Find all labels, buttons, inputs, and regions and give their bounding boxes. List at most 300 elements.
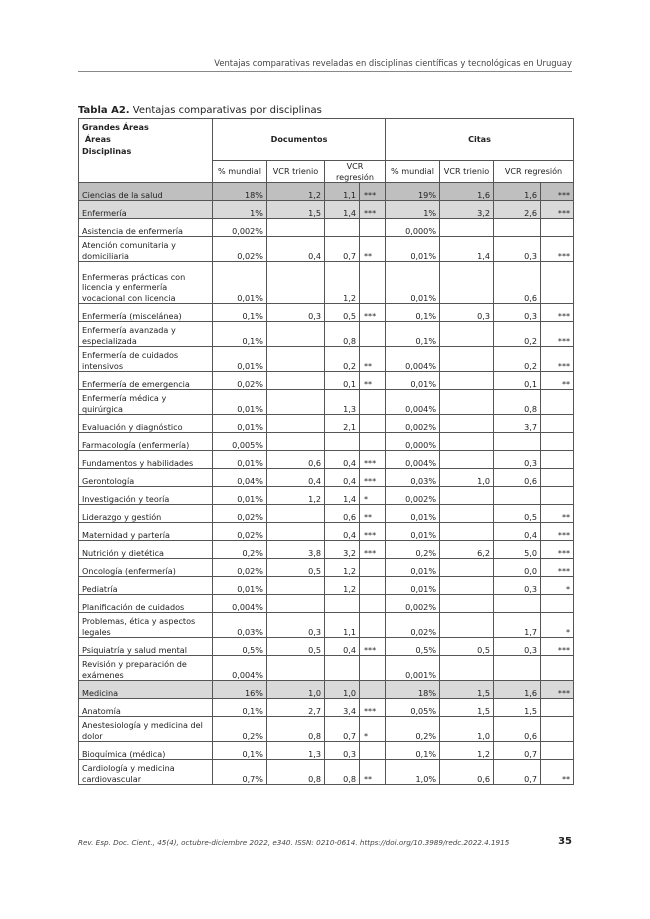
row-label: Enfermeras prácticas con licencia y enfermería vocacional con licencia	[79, 262, 213, 304]
doc-pct: 0,2%	[213, 717, 267, 742]
cit-significance	[541, 433, 574, 451]
row-label: Farmacología (enfermería)	[79, 433, 213, 451]
doc-regresion: 0,5	[325, 304, 360, 322]
cit-trienio: 1,2	[440, 742, 494, 760]
doc-regresion: 0,2	[325, 347, 360, 372]
running-header: Ventajas comparativas reveladas en disciplinas científicas y tecnológicas en Uruguay	[214, 58, 572, 68]
row-label: Oncología (enfermería)	[79, 559, 213, 577]
subheader-doc-regresion: VCR regresión	[325, 161, 386, 183]
cit-regresion: 0,3	[494, 577, 541, 595]
table-row	[79, 505, 574, 523]
doc-pct: 0,02%	[213, 523, 267, 541]
doc-significance	[360, 390, 386, 415]
table-row	[79, 760, 574, 785]
cit-pct: 0,001%	[386, 656, 440, 681]
area-row	[79, 201, 574, 219]
row-label: Pediatría	[79, 577, 213, 595]
doc-trienio	[267, 322, 325, 347]
cit-pct: 0,01%	[386, 523, 440, 541]
cit-trienio: 1,5	[440, 681, 494, 699]
cit-regresion	[494, 487, 541, 505]
row-label: Anestesiología y medicina del dolor	[79, 717, 213, 742]
row-label: Enfermería	[79, 201, 213, 219]
doc-pct: 0,02%	[213, 505, 267, 523]
doc-significance: ***	[360, 523, 386, 541]
cit-pct: 0,03%	[386, 469, 440, 487]
doc-regresion: 1,4	[325, 487, 360, 505]
area-row	[79, 681, 574, 699]
doc-pct: 0,002%	[213, 219, 267, 237]
table-row	[79, 541, 574, 559]
row-label: Enfermería de cuidados intensivos	[79, 347, 213, 372]
cit-significance	[541, 415, 574, 433]
doc-significance: ***	[360, 451, 386, 469]
doc-regresion	[325, 656, 360, 681]
doc-significance: ***	[360, 699, 386, 717]
cit-trienio: 1,6	[440, 183, 494, 201]
cit-regresion: 0,3	[494, 304, 541, 322]
header-grandes-areas: Grandes Áreas	[82, 122, 149, 132]
cit-pct: 0,01%	[386, 505, 440, 523]
cit-significance: *	[541, 613, 574, 638]
cit-regresion: 0,3	[494, 237, 541, 262]
cit-trienio	[440, 505, 494, 523]
cit-significance: ***	[541, 638, 574, 656]
cit-significance: ***	[541, 559, 574, 577]
doc-trienio	[267, 219, 325, 237]
cit-pct: 0,2%	[386, 541, 440, 559]
cit-pct: 0,01%	[386, 237, 440, 262]
doc-significance	[360, 681, 386, 699]
doc-regresion: 0,6	[325, 505, 360, 523]
doc-pct: 0,005%	[213, 433, 267, 451]
cit-regresion: 0,4	[494, 523, 541, 541]
doc-regresion: 1,1	[325, 613, 360, 638]
doc-trienio	[267, 347, 325, 372]
caption-label: Tabla A2.	[78, 105, 130, 116]
doc-pct: 0,1%	[213, 304, 267, 322]
doc-trienio: 1,0	[267, 681, 325, 699]
doc-pct: 0,7%	[213, 760, 267, 785]
header-citas: Citas	[386, 119, 574, 161]
cit-pct: 0,1%	[386, 304, 440, 322]
table-header-row	[79, 119, 574, 161]
table-row	[79, 523, 574, 541]
cit-pct: 0,1%	[386, 322, 440, 347]
doc-regresion: 3,2	[325, 541, 360, 559]
doc-significance: **	[360, 760, 386, 785]
row-label: Enfermería de emergencia	[79, 372, 213, 390]
row-label: Enfermería (miscelánea)	[79, 304, 213, 322]
cit-significance	[541, 699, 574, 717]
cit-pct: 0,01%	[386, 372, 440, 390]
doc-significance	[360, 433, 386, 451]
table-row	[79, 433, 574, 451]
subheader-doc-trienio: VCR trienio	[267, 161, 325, 183]
cit-significance: **	[541, 760, 574, 785]
doc-trienio: 0,4	[267, 237, 325, 262]
table-row	[79, 390, 574, 415]
doc-significance	[360, 613, 386, 638]
row-label: Ciencias de la salud	[79, 183, 213, 201]
table-row	[79, 613, 574, 638]
doc-pct: 0,01%	[213, 577, 267, 595]
cit-significance: ***	[541, 541, 574, 559]
table-caption	[78, 105, 322, 116]
doc-pct: 0,1%	[213, 699, 267, 717]
doc-significance: ***	[360, 469, 386, 487]
row-label: Bioquímica (médica)	[79, 742, 213, 760]
table-row	[79, 415, 574, 433]
cit-trienio	[440, 322, 494, 347]
doc-regresion	[325, 219, 360, 237]
cit-pct: 0,01%	[386, 559, 440, 577]
cit-significance: **	[541, 505, 574, 523]
cit-trienio	[440, 523, 494, 541]
doc-pct: 0,02%	[213, 559, 267, 577]
table-row	[79, 451, 574, 469]
doc-regresion: 1,0	[325, 681, 360, 699]
cit-trienio	[440, 262, 494, 304]
cit-pct: 0,000%	[386, 433, 440, 451]
doc-trienio: 3,8	[267, 541, 325, 559]
doc-regresion: 2,1	[325, 415, 360, 433]
cit-significance	[541, 219, 574, 237]
cit-pct: 0,004%	[386, 347, 440, 372]
cit-trienio	[440, 390, 494, 415]
cit-significance	[541, 595, 574, 613]
cit-trienio	[440, 372, 494, 390]
caption-text: Ventajas comparativas por disciplinas	[129, 105, 322, 116]
cit-trienio	[440, 595, 494, 613]
doc-trienio: 1,5	[267, 201, 325, 219]
row-label: Enfermería avanzada y especializada	[79, 322, 213, 347]
cit-trienio	[440, 415, 494, 433]
doc-significance	[360, 415, 386, 433]
doc-trienio: 0,6	[267, 451, 325, 469]
cit-significance: **	[541, 372, 574, 390]
doc-significance: **	[360, 347, 386, 372]
table-row	[79, 699, 574, 717]
cit-regresion	[494, 433, 541, 451]
header-disciplinas: Disciplinas	[82, 146, 132, 156]
doc-trienio	[267, 415, 325, 433]
cit-significance	[541, 717, 574, 742]
doc-regresion: 0,4	[325, 523, 360, 541]
cit-significance: ***	[541, 681, 574, 699]
doc-pct: 0,2%	[213, 541, 267, 559]
cit-regresion	[494, 595, 541, 613]
page-number: 35	[558, 836, 572, 847]
cit-significance	[541, 262, 574, 304]
doc-pct: 0,01%	[213, 415, 267, 433]
cit-regresion: 0,8	[494, 390, 541, 415]
table-body	[79, 183, 574, 785]
cit-significance: *	[541, 577, 574, 595]
doc-significance: ***	[360, 183, 386, 201]
cit-pct: 0,05%	[386, 699, 440, 717]
doc-trienio: 0,3	[267, 304, 325, 322]
row-label: Investigación y teoría	[79, 487, 213, 505]
cit-regresion: 0,6	[494, 717, 541, 742]
header-hierarchy	[79, 119, 213, 183]
cit-trienio: 0,6	[440, 760, 494, 785]
cit-pct: 0,02%	[386, 613, 440, 638]
doc-pct: 0,004%	[213, 656, 267, 681]
row-label: Planificación de cuidados	[79, 595, 213, 613]
doc-trienio: 0,4	[267, 469, 325, 487]
doc-significance: ***	[360, 304, 386, 322]
cit-trienio	[440, 451, 494, 469]
doc-trienio	[267, 595, 325, 613]
cit-trienio: 1,4	[440, 237, 494, 262]
table-row	[79, 656, 574, 681]
cit-regresion: 3,7	[494, 415, 541, 433]
cit-trienio	[440, 559, 494, 577]
cit-pct: 0,002%	[386, 415, 440, 433]
doc-significance: ***	[360, 541, 386, 559]
doc-pct: 0,01%	[213, 390, 267, 415]
row-label: Psiquiatría y salud mental	[79, 638, 213, 656]
subheader-cit-trienio: VCR trienio	[440, 161, 494, 183]
cit-significance	[541, 390, 574, 415]
cit-regresion: 0,7	[494, 760, 541, 785]
doc-trienio	[267, 505, 325, 523]
row-label: Liderazgo y gestión	[79, 505, 213, 523]
cit-regresion: 0,1	[494, 372, 541, 390]
doc-significance	[360, 322, 386, 347]
row-label: Asistencia de enfermería	[79, 219, 213, 237]
table-row	[79, 487, 574, 505]
doc-trienio	[267, 523, 325, 541]
doc-regresion: 0,7	[325, 237, 360, 262]
doc-pct: 18%	[213, 183, 267, 201]
cit-significance	[541, 469, 574, 487]
cit-trienio: 0,3	[440, 304, 494, 322]
cit-regresion: 0,2	[494, 347, 541, 372]
table-row	[79, 262, 574, 304]
cit-significance: ***	[541, 347, 574, 372]
row-label: Fundamentos y habilidades	[79, 451, 213, 469]
doc-significance: ***	[360, 201, 386, 219]
cit-pct: 0,5%	[386, 638, 440, 656]
doc-significance	[360, 577, 386, 595]
doc-trienio	[267, 433, 325, 451]
header-rule	[78, 71, 572, 72]
doc-significance: *	[360, 487, 386, 505]
cit-trienio: 1,0	[440, 717, 494, 742]
cit-significance: ***	[541, 201, 574, 219]
doc-pct: 0,04%	[213, 469, 267, 487]
doc-regresion: 0,8	[325, 322, 360, 347]
cit-pct: 1%	[386, 201, 440, 219]
cit-regresion: 5,0	[494, 541, 541, 559]
doc-pct: 16%	[213, 681, 267, 699]
cit-pct: 18%	[386, 681, 440, 699]
doc-significance	[360, 742, 386, 760]
cit-trienio: 3,2	[440, 201, 494, 219]
cit-regresion: 2,6	[494, 201, 541, 219]
grand-area-row	[79, 183, 574, 201]
doc-pct: 0,01%	[213, 451, 267, 469]
table-row	[79, 559, 574, 577]
cit-trienio	[440, 487, 494, 505]
doc-regresion	[325, 595, 360, 613]
row-label: Enfermería médica y quirúrgica	[79, 390, 213, 415]
doc-pct: 0,01%	[213, 262, 267, 304]
doc-significance	[360, 595, 386, 613]
subheader-doc-pct: % mundial	[213, 161, 267, 183]
cit-regresion: 1,7	[494, 613, 541, 638]
doc-pct: 1%	[213, 201, 267, 219]
table-row	[79, 219, 574, 237]
table-row	[79, 372, 574, 390]
table-row	[79, 322, 574, 347]
doc-significance: *	[360, 717, 386, 742]
doc-trienio: 0,5	[267, 638, 325, 656]
doc-significance: **	[360, 505, 386, 523]
cit-pct: 0,1%	[386, 742, 440, 760]
footer-citation: Rev. Esp. Doc. Cient., 45(4), octubre-diciembre 2022, e340. ISSN: 0210-0614. https://doi.org/10.3989/redc.2022.4.1915	[78, 838, 510, 847]
doc-trienio	[267, 262, 325, 304]
doc-trienio: 0,8	[267, 760, 325, 785]
cit-pct: 0,004%	[386, 451, 440, 469]
cit-pct: 0,01%	[386, 262, 440, 304]
doc-regresion: 1,3	[325, 390, 360, 415]
cit-regresion	[494, 656, 541, 681]
doc-trienio	[267, 577, 325, 595]
cit-pct: 0,002%	[386, 487, 440, 505]
row-label: Cardiología y medicina cardiovascular	[79, 760, 213, 785]
header-documentos: Documentos	[213, 119, 386, 161]
doc-significance	[360, 219, 386, 237]
doc-regresion: 0,1	[325, 372, 360, 390]
cit-significance: ***	[541, 523, 574, 541]
row-label: Revisión y preparación de exámenes	[79, 656, 213, 681]
cit-trienio	[440, 347, 494, 372]
doc-regresion: 0,4	[325, 638, 360, 656]
header-areas: Áreas	[82, 134, 111, 144]
doc-significance: **	[360, 372, 386, 390]
disciplines-table	[78, 118, 574, 785]
subheader-cit-pct: % mundial	[386, 161, 440, 183]
doc-regresion: 1,2	[325, 262, 360, 304]
doc-significance: ***	[360, 638, 386, 656]
doc-regresion: 0,3	[325, 742, 360, 760]
cit-trienio: 1,0	[440, 469, 494, 487]
cit-pct: 0,000%	[386, 219, 440, 237]
doc-significance: **	[360, 237, 386, 262]
doc-regresion: 3,4	[325, 699, 360, 717]
doc-regresion: 0,7	[325, 717, 360, 742]
cit-trienio	[440, 219, 494, 237]
doc-significance	[360, 656, 386, 681]
cit-significance: ***	[541, 322, 574, 347]
doc-trienio: 0,8	[267, 717, 325, 742]
cit-trienio: 0,5	[440, 638, 494, 656]
cit-trienio	[440, 433, 494, 451]
cit-significance	[541, 656, 574, 681]
doc-regresion: 1,4	[325, 201, 360, 219]
cit-significance: ***	[541, 237, 574, 262]
cit-pct: 0,01%	[386, 577, 440, 595]
cit-regresion: 1,6	[494, 183, 541, 201]
cit-trienio	[440, 656, 494, 681]
table-row	[79, 347, 574, 372]
cit-regresion: 1,6	[494, 681, 541, 699]
cit-regresion: 0,3	[494, 451, 541, 469]
cit-regresion: 0,6	[494, 469, 541, 487]
doc-pct: 0,5%	[213, 638, 267, 656]
doc-trienio	[267, 656, 325, 681]
doc-pct: 0,03%	[213, 613, 267, 638]
cit-pct: 1,0%	[386, 760, 440, 785]
doc-pct: 0,02%	[213, 237, 267, 262]
cit-regresion: 0,3	[494, 638, 541, 656]
row-label: Medicina	[79, 681, 213, 699]
cit-regresion: 1,5	[494, 699, 541, 717]
cit-regresion: 0,6	[494, 262, 541, 304]
table-row	[79, 304, 574, 322]
cit-regresion	[494, 219, 541, 237]
doc-pct: 0,004%	[213, 595, 267, 613]
table-row	[79, 469, 574, 487]
doc-regresion	[325, 433, 360, 451]
cit-trienio	[440, 577, 494, 595]
doc-pct: 0,1%	[213, 742, 267, 760]
table-row	[79, 717, 574, 742]
cit-significance	[541, 742, 574, 760]
table-row	[79, 742, 574, 760]
doc-pct: 0,02%	[213, 372, 267, 390]
cit-regresion: 0,7	[494, 742, 541, 760]
cit-trienio: 6,2	[440, 541, 494, 559]
doc-trienio: 1,3	[267, 742, 325, 760]
doc-regresion: 0,4	[325, 451, 360, 469]
table-row	[79, 638, 574, 656]
subheader-cit-regresion: VCR regresión	[494, 161, 574, 183]
row-label: Evaluación y diagnóstico	[79, 415, 213, 433]
doc-significance	[360, 262, 386, 304]
doc-regresion: 1,2	[325, 559, 360, 577]
cit-trienio: 1,5	[440, 699, 494, 717]
cit-pct: 0,004%	[386, 390, 440, 415]
doc-pct: 0,1%	[213, 322, 267, 347]
row-label: Nutrición y dietética	[79, 541, 213, 559]
cit-trienio	[440, 613, 494, 638]
row-label: Gerontología	[79, 469, 213, 487]
doc-pct: 0,01%	[213, 487, 267, 505]
cit-regresion: 0,5	[494, 505, 541, 523]
doc-trienio	[267, 372, 325, 390]
cit-significance: ***	[541, 304, 574, 322]
doc-significance	[360, 559, 386, 577]
row-label: Anatomía	[79, 699, 213, 717]
table-row	[79, 595, 574, 613]
doc-trienio: 1,2	[267, 183, 325, 201]
doc-regresion: 1,2	[325, 577, 360, 595]
doc-trienio: 1,2	[267, 487, 325, 505]
doc-regresion: 0,8	[325, 760, 360, 785]
cit-significance	[541, 451, 574, 469]
table-row	[79, 577, 574, 595]
doc-trienio: 2,7	[267, 699, 325, 717]
cit-pct: 0,2%	[386, 717, 440, 742]
cit-regresion: 0,0	[494, 559, 541, 577]
row-label: Problemas, ética y aspectos legales	[79, 613, 213, 638]
doc-pct: 0,01%	[213, 347, 267, 372]
doc-trienio: 0,5	[267, 559, 325, 577]
